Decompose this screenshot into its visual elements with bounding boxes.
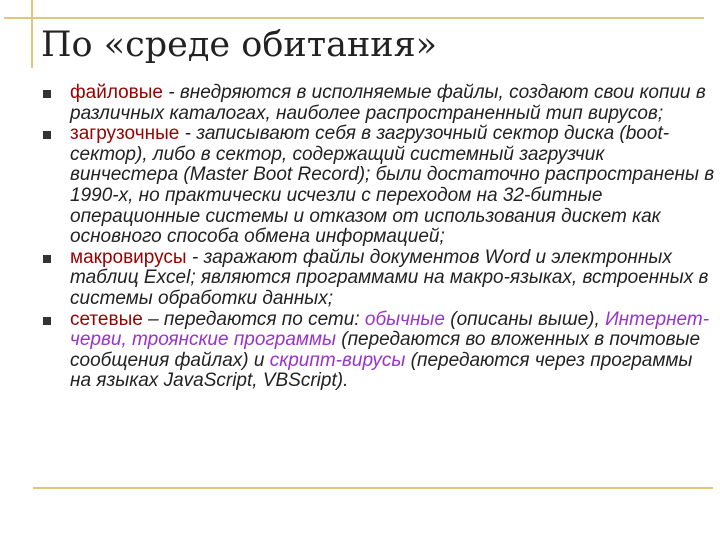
list-item-network-viruses xyxy=(41,310,716,392)
item-text: (описаны выше), xyxy=(444,308,606,330)
slide-title: По «среде обитания» xyxy=(41,25,438,65)
decor-vertical-line xyxy=(31,0,33,68)
decor-bottom-line xyxy=(33,487,713,489)
square-bullet-icon xyxy=(43,90,51,98)
item-text: – передаются по сети: xyxy=(142,308,365,330)
term-boot: загрузочные xyxy=(70,123,180,145)
item-text: - заражают файлы документов Word и электронных таблиц Excel; являются программами на макро-языках, встроенных в системы обработки данных; xyxy=(70,246,709,309)
item-text: - внедряются в исполняемые файлы, создают свои копии в различных каталогах, наиболее распространенный тип вирусов; xyxy=(70,82,706,124)
term-file: файловые xyxy=(70,82,163,103)
item-text: (передаются через программы на языках JavaScript, VBScript). xyxy=(70,349,693,392)
term-network: сетевые xyxy=(70,308,143,330)
highlight-script-viruses: скрипт-вирусы xyxy=(269,349,406,371)
highlight-worms-trojans: Интернет-черви, троянские программы xyxy=(70,308,710,351)
term-macro: макровирусы xyxy=(70,246,187,268)
list-item-file-viruses xyxy=(41,83,716,124)
square-bullet-icon xyxy=(43,255,51,263)
square-bullet-icon xyxy=(43,131,51,139)
item-text: - записывают себя в загрузочный сектор диска (boot-сектор), либо в сектор, содержащий системный загрузчик винчестера (Master Boot Record); были достаточно распространены в 1990-х, но практически исчезли с переходом на 32-битные операционные системы и отказом от использования дискет как основного способа обмена информацией; xyxy=(70,123,715,248)
item-text: (передаются во вложенных в почтовые сообщения файлах) и xyxy=(70,329,701,371)
bullet-list xyxy=(41,83,716,392)
list-item-boot-viruses xyxy=(41,124,716,248)
highlight-ordinary: обычные xyxy=(364,308,445,330)
square-bullet-icon xyxy=(43,317,51,325)
list-item-macro-viruses xyxy=(41,248,716,310)
decor-top-line xyxy=(4,17,704,19)
